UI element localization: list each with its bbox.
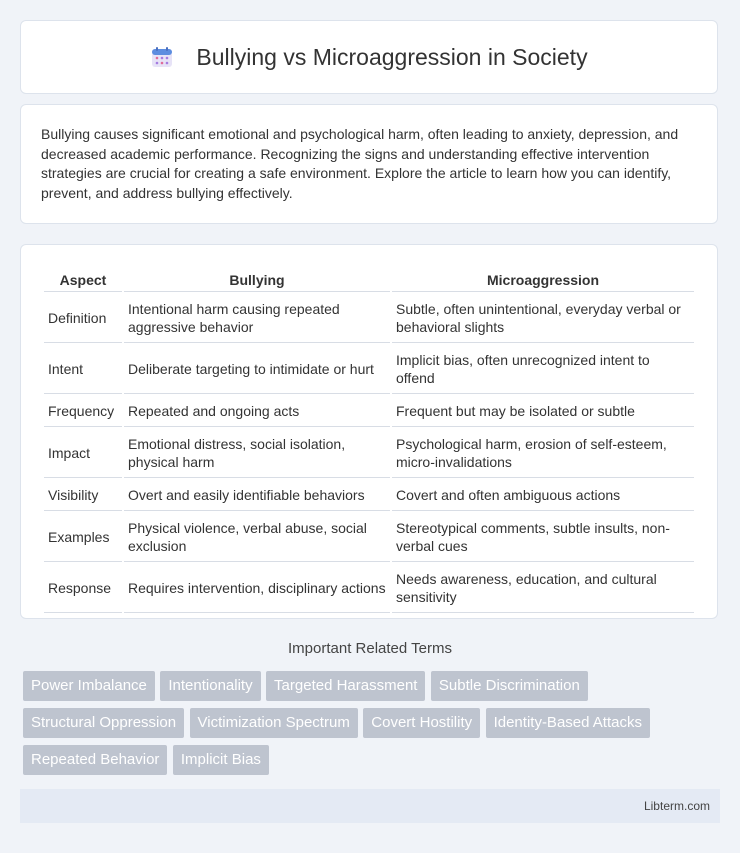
footer-brand-link[interactable]: Libterm.com [643, 799, 710, 813]
tag-targeted-harassment[interactable]: Targeted Harassment [266, 671, 425, 701]
microaggression-cell: Covert and often ambiguous actions [392, 480, 694, 511]
bullying-cell: Repeated and ongoing acts [124, 396, 390, 427]
aspect-cell: Intent [44, 345, 122, 394]
aspect-cell: Visibility [44, 480, 122, 511]
header-bullying: Bullying [124, 267, 390, 292]
footer [20, 789, 720, 823]
intro-text: Bullying causes significant emotional and psychological harm, often leading to anxiety, depression, and decreased academic performance. Recognizing the signs and understanding effective intervention strategies are crucial for creating a safe environment. Explore the article to learn how you can identify, prevent, and address bullying effectively. [41, 126, 679, 201]
table-header-row [44, 267, 694, 292]
table-row [44, 564, 694, 613]
tag-implicit-bias[interactable]: Implicit Bias [173, 745, 269, 775]
related-terms-list [23, 671, 723, 782]
bullying-cell: Requires intervention, disciplinary actions [124, 564, 390, 613]
bullying-cell: Physical violence, verbal abuse, social exclusion [124, 513, 390, 562]
tag-victimization-spectrum[interactable]: Victimization Spectrum [190, 708, 358, 738]
tag-covert-hostility[interactable]: Covert Hostility [363, 708, 480, 738]
aspect-cell: Response [44, 564, 122, 613]
microaggression-cell: Stereotypical comments, subtle insults, non-verbal cues [392, 513, 694, 562]
aspect-cell: Definition [44, 294, 122, 343]
microaggression-cell: Implicit bias, often unrecognized intent to offend [392, 345, 694, 394]
tag-repeated-behavior[interactable]: Repeated Behavior [23, 745, 167, 775]
bullying-cell: Intentional harm causing repeated aggressive behavior [124, 294, 390, 343]
related-terms-title: Important Related Terms [288, 640, 452, 657]
bullying-cell: Deliberate targeting to intimidate or hurt [124, 345, 390, 394]
table-row [44, 396, 694, 427]
microaggression-cell: Psychological harm, erosion of self-esteem, micro-invalidations [392, 429, 694, 478]
aspect-cell: Examples [44, 513, 122, 562]
tag-subtle-discrimination[interactable]: Subtle Discrimination [431, 671, 588, 701]
table-row [44, 429, 694, 478]
tag-power-imbalance[interactable]: Power Imbalance [23, 671, 155, 701]
aspect-cell: Frequency [44, 396, 122, 427]
tag-identity-based-attacks[interactable]: Identity-Based Attacks [486, 708, 650, 738]
header-aspect: Aspect [44, 267, 122, 292]
comparison-table [42, 265, 696, 615]
microaggression-cell: Subtle, often unintentional, everyday verbal or behavioral slights [392, 294, 694, 343]
table-row [44, 294, 694, 343]
microaggression-cell: Frequent but may be isolated or subtle [392, 396, 694, 427]
microaggression-cell: Needs awareness, education, and cultural sensitivity [392, 564, 694, 613]
header-microaggression: Microaggression [392, 267, 694, 292]
tag-structural-oppression[interactable]: Structural Oppression [23, 708, 184, 738]
bullying-cell: Emotional distress, social isolation, physical harm [124, 429, 390, 478]
bullying-cell: Overt and easily identifiable behaviors [124, 480, 390, 511]
title-card [20, 20, 718, 94]
comparison-card [20, 244, 718, 619]
intro-card [20, 104, 718, 224]
page-title: Bullying vs Microaggression in Society [196, 43, 588, 70]
calendar-icon [150, 45, 174, 69]
tag-intentionality[interactable]: Intentionality [160, 671, 260, 701]
table-row [44, 345, 694, 394]
table-row [44, 480, 694, 511]
table-row [44, 513, 694, 562]
aspect-cell: Impact [44, 429, 122, 478]
